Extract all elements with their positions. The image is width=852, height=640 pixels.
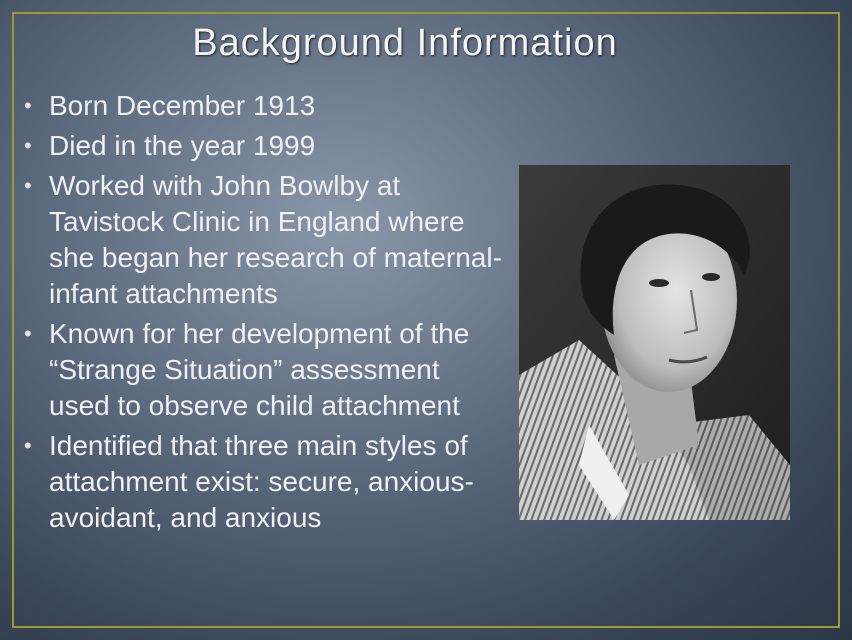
bullet-list [22,88,502,540]
slide-title: Background Information [192,22,618,64]
bullet-item: • Born December 1913 [22,88,502,124]
portrait-photo [519,165,790,520]
bullet-item: • Identified that three main styles of attachment exist: secure, anxious-avoidant, and anxious [22,428,502,536]
bullet-item: • Died in the year 1999 [22,128,502,164]
bullet-item: • Worked with John Bowlby at Tavistock Clinic in England where she began her research of maternal-infant attachments [22,168,502,312]
bullet-item: • Known for her development of the “Strange Situation” assessment used to observe child attachment [22,316,502,424]
